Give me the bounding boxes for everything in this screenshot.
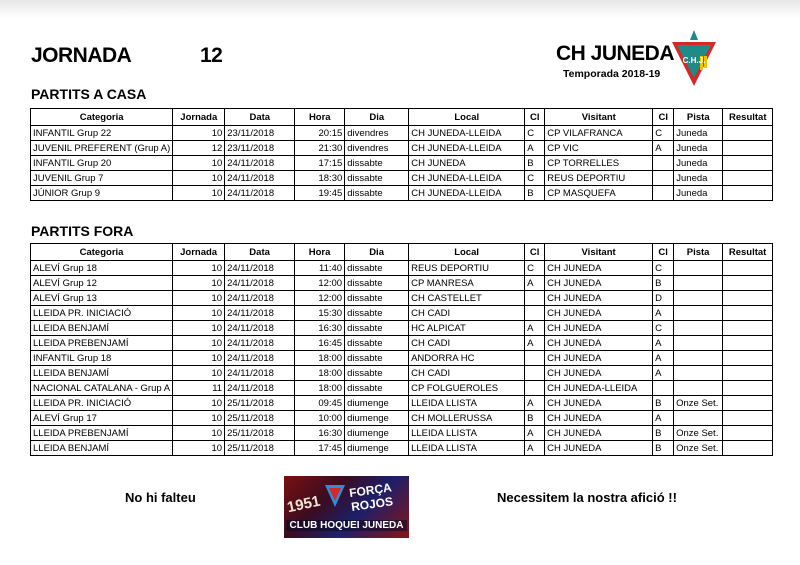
table-cell: A xyxy=(525,276,545,291)
table-cell xyxy=(723,336,773,351)
table-cell: diumenge xyxy=(345,441,409,456)
table-cell xyxy=(674,411,723,426)
column-header: Resultat xyxy=(723,244,773,261)
table-cell: CH JUNEDA xyxy=(545,396,653,411)
table-cell: dissabte xyxy=(345,381,409,396)
column-header: Dia xyxy=(345,109,409,126)
table-cell: 24/11/2018 xyxy=(225,156,295,171)
table-cell: CH JUNEDA-LLEIDA xyxy=(409,171,525,186)
table-cell: A xyxy=(653,366,674,381)
table-cell: B xyxy=(653,426,674,441)
away-header-row xyxy=(31,244,773,261)
table-cell xyxy=(723,351,773,366)
table-cell: dissabte xyxy=(345,171,409,186)
table-cell: REUS DEPORTIU xyxy=(545,171,653,186)
table-cell: 17:45 xyxy=(295,441,345,456)
table-cell: CH JUNEDA-LLEIDA xyxy=(545,381,653,396)
table-cell xyxy=(723,366,773,381)
table-cell xyxy=(525,291,545,306)
table-row xyxy=(31,141,773,156)
table-cell: 24/11/2018 xyxy=(225,291,295,306)
table-cell: dissabte xyxy=(345,336,409,351)
table-cell: dissabte xyxy=(345,291,409,306)
table-cell: 10 xyxy=(173,276,225,291)
table-row xyxy=(31,186,773,201)
column-header: Pista xyxy=(674,244,723,261)
table-row xyxy=(31,276,773,291)
table-cell: Onze Set. xyxy=(674,426,723,441)
table-cell: 23/11/2018 xyxy=(225,126,295,141)
table-cell: CH JUNEDA xyxy=(545,261,653,276)
table-cell: 10 xyxy=(173,126,225,141)
table-row xyxy=(31,426,773,441)
top-shade xyxy=(0,0,800,18)
table-cell: LLEIDA BENJAMÍ xyxy=(31,441,173,456)
table-cell: dissabte xyxy=(345,351,409,366)
column-header: Visitant xyxy=(545,109,653,126)
table-cell xyxy=(674,321,723,336)
table-cell xyxy=(723,156,773,171)
table-cell: 24/11/2018 xyxy=(225,261,295,276)
table-cell xyxy=(723,321,773,336)
table-cell xyxy=(525,351,545,366)
table-cell xyxy=(674,351,723,366)
table-cell: 10 xyxy=(173,291,225,306)
table-row xyxy=(31,261,773,276)
column-header: Jornada xyxy=(173,244,225,261)
table-cell: dissabte xyxy=(345,186,409,201)
table-cell: C xyxy=(653,261,674,276)
table-cell: ALEVÍ Grup 17 xyxy=(31,411,173,426)
table-cell: 16:30 xyxy=(295,426,345,441)
table-cell: 25/11/2018 xyxy=(225,411,295,426)
table-cell: 10 xyxy=(173,411,225,426)
column-header: Categoria xyxy=(31,244,173,261)
table-cell xyxy=(723,261,773,276)
table-cell: 16:30 xyxy=(295,321,345,336)
footer-right-text: Necessitem la nostra afició !! xyxy=(497,490,677,505)
home-title: PARTITS A CASA xyxy=(31,86,147,102)
table-cell: A xyxy=(653,336,674,351)
table-row xyxy=(31,126,773,141)
column-header: Data xyxy=(225,244,295,261)
column-header: Jornada xyxy=(173,109,225,126)
column-header: Cl xyxy=(525,244,545,261)
photo-caption: CLUB HOQUEI JUNEDA xyxy=(286,520,407,531)
table-cell: CH JUNEDA xyxy=(545,366,653,381)
table-cell: 10 xyxy=(173,261,225,276)
table-cell: A xyxy=(525,321,545,336)
column-header: Visitant xyxy=(545,244,653,261)
table-cell: 25/11/2018 xyxy=(225,396,295,411)
table-cell xyxy=(723,381,773,396)
table-cell: divendres xyxy=(345,126,409,141)
table-cell: A xyxy=(525,426,545,441)
table-cell: 11 xyxy=(173,381,225,396)
table-cell: C xyxy=(653,321,674,336)
table-row xyxy=(31,336,773,351)
table-cell xyxy=(674,306,723,321)
table-row xyxy=(31,321,773,336)
jornada-label: JORNADA xyxy=(31,44,132,67)
table-cell: divendres xyxy=(345,141,409,156)
table-cell: 16:45 xyxy=(295,336,345,351)
table-cell: LLEIDA LLISTA xyxy=(409,396,525,411)
away-table xyxy=(30,243,773,456)
table-row xyxy=(31,291,773,306)
table-cell: 10 xyxy=(173,366,225,381)
table-cell: CP MASQUEFA xyxy=(545,186,653,201)
footer-left-text: No hi falteu xyxy=(125,490,196,505)
table-cell: A xyxy=(653,141,674,156)
table-cell: LLEIDA PREBENJAMÍ xyxy=(31,426,173,441)
table-cell: 10 xyxy=(173,171,225,186)
table-cell xyxy=(723,126,773,141)
table-cell: dissabte xyxy=(345,276,409,291)
table-cell xyxy=(723,186,773,201)
table-cell: Juneda xyxy=(674,186,723,201)
table-cell: CP VIC xyxy=(545,141,653,156)
table-cell xyxy=(525,381,545,396)
table-row xyxy=(31,396,773,411)
table-cell: 10 xyxy=(173,336,225,351)
table-cell: CP TORRELLES xyxy=(545,156,653,171)
table-cell: HC ALPICAT xyxy=(409,321,525,336)
table-cell xyxy=(525,366,545,381)
table-cell: 18:30 xyxy=(295,171,345,186)
table-cell xyxy=(723,291,773,306)
club-photo xyxy=(284,476,409,538)
column-header: Cl xyxy=(653,109,674,126)
column-header: Hora xyxy=(295,109,345,126)
table-cell: LLEIDA PREBENJAMÍ xyxy=(31,336,173,351)
table-cell: CH JUNEDA xyxy=(545,441,653,456)
table-row xyxy=(31,381,773,396)
table-cell: dissabte xyxy=(345,321,409,336)
table-cell: A xyxy=(525,396,545,411)
photo-year: 1951 xyxy=(285,492,322,517)
table-cell: 10 xyxy=(173,441,225,456)
table-cell: A xyxy=(653,351,674,366)
table-cell: CH JUNEDA-LLEIDA xyxy=(409,141,525,156)
table-cell: A xyxy=(525,336,545,351)
table-cell: 23/11/2018 xyxy=(225,141,295,156)
table-cell xyxy=(723,441,773,456)
table-cell: 11:40 xyxy=(295,261,345,276)
away-title: PARTITS FORA xyxy=(31,223,134,239)
table-cell: 09:45 xyxy=(295,396,345,411)
column-header: Categoria xyxy=(31,109,173,126)
logo-text: C.H.J. xyxy=(682,56,706,65)
table-cell xyxy=(653,186,674,201)
table-cell: 25/11/2018 xyxy=(225,441,295,456)
table-cell: CH JUNEDA xyxy=(545,411,653,426)
table-cell: dissabte xyxy=(345,261,409,276)
table-cell xyxy=(723,306,773,321)
table-cell: ALEVÍ Grup 13 xyxy=(31,291,173,306)
table-cell: 24/11/2018 xyxy=(225,306,295,321)
column-header: Cl xyxy=(525,109,545,126)
table-cell: 10 xyxy=(173,321,225,336)
table-cell: CH JUNEDA xyxy=(545,321,653,336)
table-cell xyxy=(723,426,773,441)
table-cell: 12 xyxy=(173,141,225,156)
table-cell: 18:00 xyxy=(295,381,345,396)
table-cell xyxy=(723,276,773,291)
table-cell: 12:00 xyxy=(295,276,345,291)
table-cell: 20:15 xyxy=(295,126,345,141)
table-cell: 19:45 xyxy=(295,186,345,201)
table-cell: diumenge xyxy=(345,426,409,441)
table-cell: 10 xyxy=(173,351,225,366)
table-cell: INFANTIL Grup 20 xyxy=(31,156,173,171)
table-cell: B xyxy=(653,441,674,456)
table-cell xyxy=(674,381,723,396)
table-cell: 18:00 xyxy=(295,351,345,366)
table-cell: CH JUNEDA xyxy=(545,276,653,291)
table-cell: dissabte xyxy=(345,306,409,321)
table-cell: ANDORRA HC xyxy=(409,351,525,366)
table-cell: 10:00 xyxy=(295,411,345,426)
table-cell xyxy=(723,171,773,186)
table-cell: A xyxy=(653,411,674,426)
table-cell xyxy=(674,336,723,351)
column-header: Local xyxy=(409,109,525,126)
table-cell: Juneda xyxy=(674,156,723,171)
table-cell: dissabte xyxy=(345,366,409,381)
table-cell: INFANTIL Grup 22 xyxy=(31,126,173,141)
table-cell: LLEIDA LLISTA xyxy=(409,441,525,456)
home-header-row xyxy=(31,109,773,126)
table-cell: CH MOLLERUSSA xyxy=(409,411,525,426)
table-cell xyxy=(653,171,674,186)
table-cell: C xyxy=(653,126,674,141)
column-header: Resultat xyxy=(723,109,773,126)
table-cell: 12:00 xyxy=(295,291,345,306)
table-cell: 10 xyxy=(173,186,225,201)
table-cell: ALEVÍ Grup 18 xyxy=(31,261,173,276)
jornada-number: 12 xyxy=(200,44,223,67)
table-cell: 24/11/2018 xyxy=(225,186,295,201)
table-cell: 10 xyxy=(173,426,225,441)
table-cell: C xyxy=(525,261,545,276)
photo-badge-icon xyxy=(324,482,346,508)
table-cell: diumenge xyxy=(345,396,409,411)
table-cell: ALEVÍ Grup 12 xyxy=(31,276,173,291)
table-cell: Juneda xyxy=(674,141,723,156)
table-cell xyxy=(653,381,674,396)
table-row xyxy=(31,306,773,321)
table-cell: Onze Set. xyxy=(674,396,723,411)
table-cell: CH JUNEDA-LLEIDA xyxy=(409,126,525,141)
column-header: Local xyxy=(409,244,525,261)
table-cell: LLEIDA PR. INICIACIÓ xyxy=(31,396,173,411)
table-cell: CH JUNEDA xyxy=(545,336,653,351)
table-cell: LLEIDA LLISTA xyxy=(409,426,525,441)
table-cell: NACIONAL CATALANA - Grup A xyxy=(31,381,173,396)
column-header: Cl xyxy=(653,244,674,261)
home-rows xyxy=(31,126,773,201)
table-cell: 24/11/2018 xyxy=(225,366,295,381)
table-cell: REUS DEPORTIU xyxy=(409,261,525,276)
table-cell xyxy=(674,276,723,291)
column-header: Data xyxy=(225,109,295,126)
table-cell: 25/11/2018 xyxy=(225,426,295,441)
table-cell: 24/11/2018 xyxy=(225,276,295,291)
table-cell: Juneda xyxy=(674,171,723,186)
photo-slogan: FORÇA ROJOS xyxy=(348,480,394,514)
table-cell: 17:15 xyxy=(295,156,345,171)
table-cell: B xyxy=(653,396,674,411)
club-logo xyxy=(670,30,718,88)
table-cell: B xyxy=(525,156,545,171)
home-table xyxy=(30,108,773,201)
table-cell: D xyxy=(653,291,674,306)
table-cell: CH JUNEDA xyxy=(545,351,653,366)
table-row xyxy=(31,411,773,426)
table-cell: JÚNIOR Grup 9 xyxy=(31,186,173,201)
column-header: Dia xyxy=(345,244,409,261)
table-cell: A xyxy=(653,306,674,321)
table-cell: C xyxy=(525,171,545,186)
table-cell: A xyxy=(525,441,545,456)
table-cell: CH JUNEDA xyxy=(545,306,653,321)
table-cell: INFANTIL Grup 18 xyxy=(31,351,173,366)
table-cell: JUVENIL PREFERENT (Grup A) xyxy=(31,141,173,156)
table-cell xyxy=(525,306,545,321)
table-cell: B xyxy=(653,276,674,291)
column-header: Hora xyxy=(295,244,345,261)
table-cell: CH JUNEDA-LLEIDA xyxy=(409,186,525,201)
table-cell: CP FOLGUEROLES xyxy=(409,381,525,396)
table-cell: B xyxy=(525,411,545,426)
table-row xyxy=(31,441,773,456)
table-cell: Onze Set. xyxy=(674,441,723,456)
table-cell: CH JUNEDA xyxy=(409,156,525,171)
table-cell: C xyxy=(525,126,545,141)
table-cell: 24/11/2018 xyxy=(225,351,295,366)
table-cell: 10 xyxy=(173,306,225,321)
table-row xyxy=(31,171,773,186)
table-cell xyxy=(674,366,723,381)
table-row xyxy=(31,351,773,366)
season-label: Temporada 2018-19 xyxy=(563,68,661,80)
table-cell: 24/11/2018 xyxy=(225,171,295,186)
table-cell: A xyxy=(525,141,545,156)
table-cell xyxy=(674,261,723,276)
table-cell: 10 xyxy=(173,396,225,411)
table-cell: 10 xyxy=(173,156,225,171)
table-cell: CP MANRESA xyxy=(409,276,525,291)
table-cell: 24/11/2018 xyxy=(225,321,295,336)
table-cell xyxy=(653,156,674,171)
away-rows xyxy=(31,261,773,456)
table-cell: 24/11/2018 xyxy=(225,336,295,351)
table-row xyxy=(31,156,773,171)
table-cell: 18:00 xyxy=(295,366,345,381)
table-cell: CP VILAFRANCA xyxy=(545,126,653,141)
table-cell: LLEIDA BENJAMÍ xyxy=(31,321,173,336)
table-row xyxy=(31,366,773,381)
table-cell: LLEIDA BENJAMÍ xyxy=(31,366,173,381)
table-cell: 21:30 xyxy=(295,141,345,156)
table-cell: CH CADI xyxy=(409,366,525,381)
table-cell: 15:30 xyxy=(295,306,345,321)
column-header: Pista xyxy=(674,109,723,126)
table-cell xyxy=(723,141,773,156)
table-cell: CH CADI xyxy=(409,306,525,321)
table-cell: CH JUNEDA xyxy=(545,426,653,441)
table-cell: 24/11/2018 xyxy=(225,381,295,396)
table-cell: dissabte xyxy=(345,156,409,171)
table-cell xyxy=(723,396,773,411)
club-name: CH JUNEDA xyxy=(556,42,675,65)
table-cell xyxy=(723,411,773,426)
table-cell: CH JUNEDA xyxy=(545,291,653,306)
table-cell: CH CADI xyxy=(409,336,525,351)
table-cell: Juneda xyxy=(674,126,723,141)
table-cell: LLEIDA PR. INICIACIÓ xyxy=(31,306,173,321)
table-cell: diumenge xyxy=(345,411,409,426)
table-cell: CH CASTELLET xyxy=(409,291,525,306)
table-cell xyxy=(674,291,723,306)
table-cell: B xyxy=(525,186,545,201)
table-cell: JUVENIL Grup 7 xyxy=(31,171,173,186)
